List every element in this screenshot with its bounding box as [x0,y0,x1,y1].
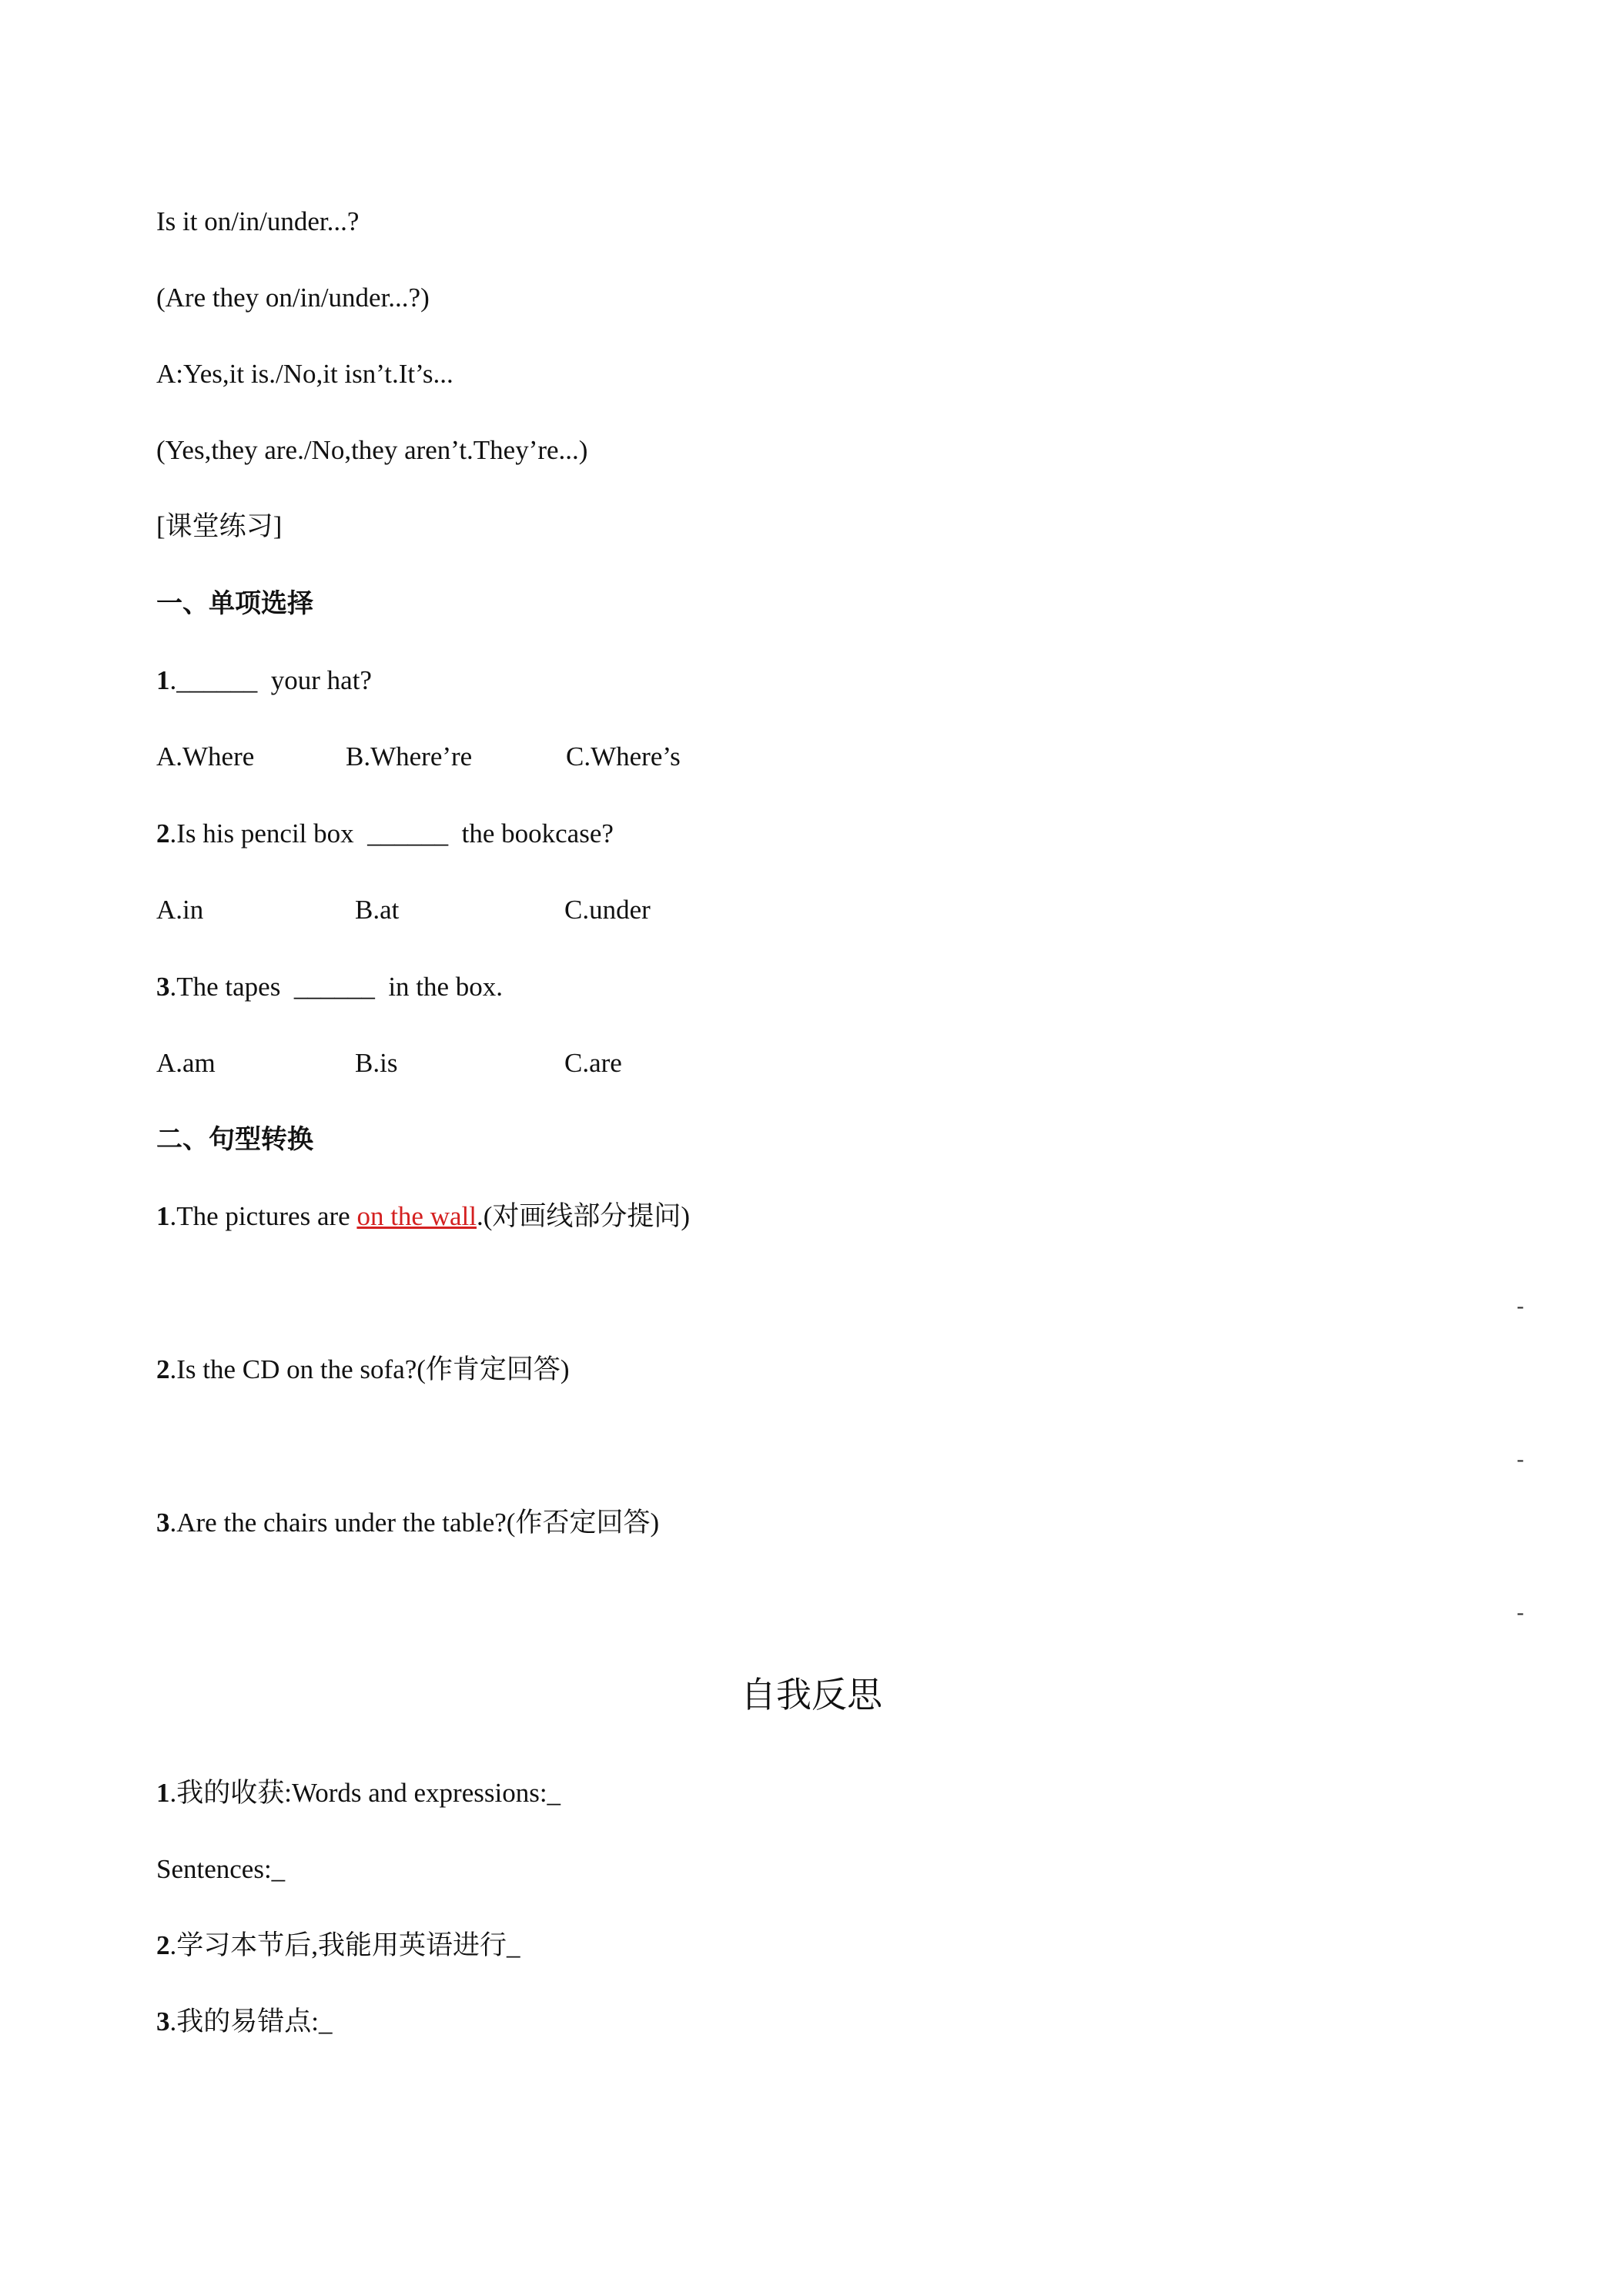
question-text: your hat? [257,665,372,695]
reflection-item-2 [156,1929,520,1963]
question-number: 1 [156,665,170,695]
transform-question-3 [156,1506,659,1540]
reflection-sentences: Sentences:_ [156,1854,286,1884]
question-number: 1 [156,1201,170,1231]
item-text: .我的易错点:_ [169,2006,333,2037]
option-b: B.is [355,1048,398,1078]
question-text: .Is his pencil box ______ the bookcase? [169,818,614,848]
question-text: .Are the chairs under the table?(作否定回答) [169,1508,660,1538]
mc-options-2 [156,893,651,927]
option-c: C.under [564,895,651,925]
underlined-phrase: on the wall [356,1201,477,1231]
pattern-answer-plural: (Yes,they are./No,they aren’t.They’re...) [156,435,588,465]
question-number: 3 [156,1508,170,1538]
item-number: 2 [156,1930,170,1960]
question-number: 2 [156,1354,170,1384]
option-a: A.Where [156,741,255,771]
item-number: 3 [156,2006,170,2037]
question-text: .Is the CD on the sofa?(作肯定回答) [169,1354,570,1384]
mc-options-1 [156,740,681,774]
question-number: 3 [156,972,170,1002]
section-title-sentence-transform: 二、句型转换 [156,1124,313,1155]
question-text: .The pictures are [169,1201,357,1231]
mc-question-2 [156,817,614,851]
option-c: C.are [564,1048,622,1078]
pattern-question-singular: Is it on/in/under...? [156,206,360,236]
reflection-item-1 [156,1776,561,1810]
question-number: 2 [156,818,170,848]
answer-line-end-1: - [1517,1294,1524,1318]
transform-question-1 [156,1200,690,1233]
option-c: C.Where’s [566,741,681,771]
item-number: 1 [156,1778,170,1808]
item-text: .我的收获:Words and expressions:_ [169,1778,561,1808]
option-a: A.am [156,1048,216,1078]
option-b: B.at [355,895,400,925]
item-text: .学习本节后,我能用英语进行_ [169,1930,520,1960]
answer-line-end-3: - [1517,1601,1524,1625]
answer-line-end-2: - [1517,1448,1524,1471]
mc-options-3 [156,1046,622,1080]
reflection-item-3 [156,2005,332,2039]
classroom-practice-label: [课堂练习] [156,511,283,541]
pattern-answer-singular: A:Yes,it is./No,it isn’t.It’s... [156,359,453,389]
mc-question-1 [156,664,372,698]
answer-blank: .______ [169,665,258,695]
transform-question-2 [156,1353,570,1387]
option-a: A.in [156,895,204,925]
pattern-question-plural: (Are they on/in/under...?) [156,283,430,313]
option-b: B.Where’re [346,741,473,771]
mc-question-3 [156,970,503,1004]
reflection-heading: 自我反思 [741,1674,882,1715]
instruction-text: .(对画线部分提问) [476,1201,691,1231]
question-text: .The tapes ______ in the box. [169,972,504,1002]
section-title-multiple-choice: 一、单项选择 [156,588,313,619]
